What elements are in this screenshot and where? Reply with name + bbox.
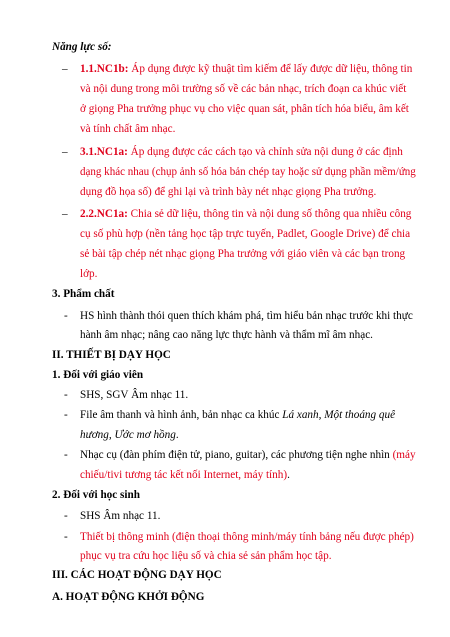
list-item-3-line-1: 2.2.NC1a: Chia sẻ dữ liệu, thông tin và nội dung số thông qua nhiều công (80, 207, 412, 220)
heading-hoc-sinh: 2. Đối với học sinh (52, 488, 140, 501)
heading-pham-chat: 3. Phẩm chất (52, 287, 115, 300)
list-hyphen: - (64, 309, 68, 322)
list-dash: – (62, 145, 68, 158)
list-item-3-line-3: sẻ bài tập chép nét nhạc giọng Pha trưởng với giáo viên và các bạn trong (80, 247, 406, 260)
list-item-2-line-1: 3.1.NC1a: Áp dụng được các cách tạo và chỉnh sửa nội dung ở các định (80, 145, 403, 158)
hs-item-1: SHS Âm nhạc 11. (80, 509, 161, 522)
list-item-2-line-3: dụng đồ họa số) để ghi lại và trình bày nét nhạc giọng Pha trưởng. (80, 185, 377, 198)
pham-chat-line-2: hành âm nhạc; nâng cao năng lực thực hành và thẩm mĩ âm nhạc. (80, 328, 373, 341)
list-item-3-line-2: cụ số phù hợp (nền tảng học tập trực tuyến, Padlet, Google Drive) để chia (80, 227, 411, 240)
list-item-1-line-3: ở giọng Pha trưởng phục vụ cho việc quan sát, phân tích hóa biểu, âm kết (80, 102, 409, 115)
section-title-thiet-bi: II. THIẾT BỊ DẠY HỌC (52, 348, 171, 361)
section-title-khoi-dong: A. HOẠT ĐỘNG KHỞI ĐỘNG (52, 591, 205, 603)
pham-chat-line-1: HS hình thành thói quen thích khám phá, tìm hiểu bản nhạc trước khi thực (80, 309, 413, 322)
gv-item-2-line-2: hương, Ước mơ hồng. (80, 428, 179, 441)
list-item-1-line-4: và tính chất âm nhạc. (80, 122, 176, 135)
heading-nang-luc-so: Năng lực số: (52, 41, 112, 53)
gv-item-3-line-1: Nhạc cụ (đàn phím điện tử, piano, guitar), các phương tiện nghe nhìn (máy (80, 448, 416, 461)
list-hyphen: - (64, 408, 68, 421)
hs-item-2-line-2: phục vụ tra cứu học liệu số và chia sẻ sản phẩm học tập. (80, 549, 332, 562)
list-dash: – (62, 207, 68, 220)
list-item-2-line-2: dạng khác nhau (chụp ảnh số hóa bản chép tay hoặc sử dụng phần mềm/ứng (80, 165, 416, 178)
list-hyphen: - (64, 530, 68, 543)
list-dash: – (62, 62, 68, 75)
gv-item-1: SHS, SGV Âm nhạc 11. (80, 388, 189, 401)
list-hyphen: - (64, 509, 68, 522)
list-hyphen: - (64, 448, 68, 461)
list-hyphen: - (64, 388, 68, 401)
list-item-1-line-1: 1.1.NC1b: Áp dụng được kỹ thuật tìm kiếm để lấy được dữ liệu, thông tin (80, 62, 413, 75)
hs-item-2-line-1: Thiết bị thông minh (điện thoại thông minh/máy tính bảng nếu được phép) (80, 530, 414, 543)
list-item-1-line-2: và nội dung trong môi trường số về các bản nhạc, trích đoạn ca khúc viết (80, 82, 407, 95)
competency-code: 3.1.NC1a: (80, 145, 128, 158)
gv-item-3-line-2: chiếu/tivi tương tác kết nối Internet, máy tính). (80, 468, 290, 481)
competency-code: 1.1.NC1b: (80, 62, 129, 75)
section-title-hoat-dong: III. CÁC HOẠT ĐỘNG DẠY HỌC (52, 569, 222, 581)
list-item-3-line-4: lớp. (80, 267, 98, 280)
competency-code: 2.2.NC1a: (80, 207, 128, 220)
heading-giao-vien: 1. Đối với giáo viên (52, 368, 144, 381)
gv-item-2-line-1: File âm thanh và hình ảnh, bản nhạc ca khúc Lá xanh, Một thoáng quê (80, 408, 396, 421)
